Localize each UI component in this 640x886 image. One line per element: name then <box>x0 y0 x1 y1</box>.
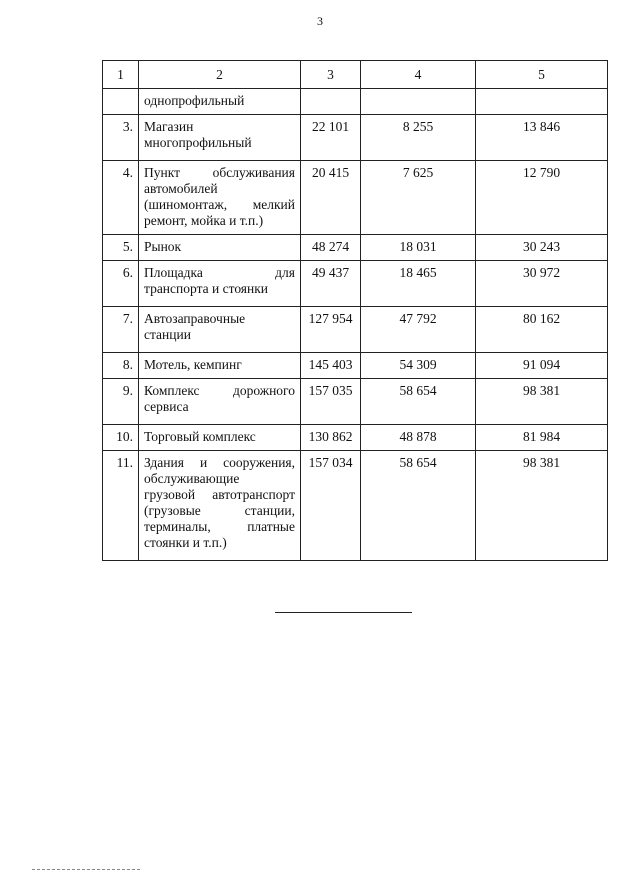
value-cell-c4: 58 654 <box>361 379 476 425</box>
table-row <box>103 89 608 115</box>
row-number-cell: 11. <box>103 451 139 561</box>
object-name-line: Торговый комплекс <box>144 429 256 444</box>
value-cell-c5: 81 984 <box>476 425 608 451</box>
table-row <box>103 307 608 353</box>
value-cell-c3: 22 101 <box>301 115 361 161</box>
value-cell-c4: 8 255 <box>361 115 476 161</box>
object-name-line: ремонт, мойка и т.п.) <box>144 213 264 228</box>
table-row <box>103 379 608 425</box>
header-cell: 3 <box>301 61 361 89</box>
object-name-line: Здания и сооружения, <box>144 455 295 470</box>
row-number-cell: 7. <box>103 307 139 353</box>
value-cell-c5: 80 162 <box>476 307 608 353</box>
row-number-cell: 4. <box>103 161 139 235</box>
value-cell-c3: 127 954 <box>301 307 361 353</box>
object-name-line: (грузовые станции, <box>144 503 295 518</box>
value-cell-c5: 13 846 <box>476 115 608 161</box>
closing-rule <box>275 612 412 613</box>
value-cell-c5: 98 381 <box>476 451 608 561</box>
object-name-line: Мотель, кемпинг <box>144 357 242 372</box>
object-name-line: терминалы, платные <box>144 519 295 534</box>
table-header-row <box>103 61 608 89</box>
object-name-cell <box>139 379 301 425</box>
object-name-line: Площадка для <box>144 265 295 280</box>
table-row <box>103 425 608 451</box>
row-number-cell: 6. <box>103 261 139 307</box>
object-name-line: Комплекс дорожного <box>144 383 295 398</box>
value-cell-c3: 157 034 <box>301 451 361 561</box>
header-cell: 2 <box>139 61 301 89</box>
value-cell-c3: 20 415 <box>301 161 361 235</box>
object-name-cell <box>139 89 301 115</box>
table-row <box>103 451 608 561</box>
table-row <box>103 115 608 161</box>
value-cell-c3: 48 274 <box>301 235 361 261</box>
object-name-cell <box>139 425 301 451</box>
object-name-line: стоянки и т.п.) <box>144 535 227 550</box>
object-name-cell <box>139 235 301 261</box>
value-cell-c5 <box>476 89 608 115</box>
value-cell-c4 <box>361 89 476 115</box>
object-name-line: Автозаправочные <box>144 311 246 326</box>
object-name-line: (шиномонтаж, мелкий <box>144 197 295 212</box>
table-row <box>103 261 608 307</box>
object-name-cell <box>139 307 301 353</box>
value-cell-c5: 91 094 <box>476 353 608 379</box>
object-name-cell <box>139 261 301 307</box>
object-name-cell <box>139 115 301 161</box>
value-cell-c4: 47 792 <box>361 307 476 353</box>
value-cell-c4: 18 031 <box>361 235 476 261</box>
table-row <box>103 235 608 261</box>
row-number-cell: 9. <box>103 379 139 425</box>
object-name-line: однопрофильный <box>144 93 245 108</box>
value-cell-c4: 48 878 <box>361 425 476 451</box>
object-name-cell <box>139 353 301 379</box>
value-cell-c3: 130 862 <box>301 425 361 451</box>
row-number-cell: 10. <box>103 425 139 451</box>
object-name-line: Рынок <box>144 239 182 254</box>
value-cell-c5: 98 381 <box>476 379 608 425</box>
object-name-line: Магазин <box>144 119 194 134</box>
value-cell-c4: 18 465 <box>361 261 476 307</box>
value-cell-c4: 7 625 <box>361 161 476 235</box>
object-name-cell <box>139 161 301 235</box>
row-number-cell: 8. <box>103 353 139 379</box>
value-cell-c3 <box>301 89 361 115</box>
object-name-line: транспорта и стоянки <box>144 281 269 296</box>
row-number-cell: 5. <box>103 235 139 261</box>
value-cell-c5: 30 972 <box>476 261 608 307</box>
object-name-line: грузовой автотранспорт <box>144 487 295 502</box>
object-name-line: обслуживающие <box>144 471 240 486</box>
row-number-cell: 3. <box>103 115 139 161</box>
object-name-line: станции <box>144 327 191 342</box>
object-name-line: автомобилей <box>144 181 218 196</box>
footer-rule <box>32 869 140 870</box>
page-number: 3 <box>317 14 323 28</box>
object-name-line: Пункт обслуживания <box>144 165 295 180</box>
data-table <box>102 60 608 561</box>
value-cell-c3: 157 035 <box>301 379 361 425</box>
header-cell: 1 <box>103 61 139 89</box>
value-cell-c4: 54 309 <box>361 353 476 379</box>
object-name-line: многопрофильный <box>144 135 252 150</box>
row-number-cell <box>103 89 139 115</box>
value-cell-c3: 145 403 <box>301 353 361 379</box>
value-cell-c3: 49 437 <box>301 261 361 307</box>
header-cell: 5 <box>476 61 608 89</box>
value-cell-c4: 58 654 <box>361 451 476 561</box>
value-cell-c5: 12 790 <box>476 161 608 235</box>
value-cell-c5: 30 243 <box>476 235 608 261</box>
header-cell: 4 <box>361 61 476 89</box>
table-row <box>103 353 608 379</box>
object-name-line: сервиса <box>144 399 189 414</box>
table-row <box>103 161 608 235</box>
object-name-cell <box>139 451 301 561</box>
